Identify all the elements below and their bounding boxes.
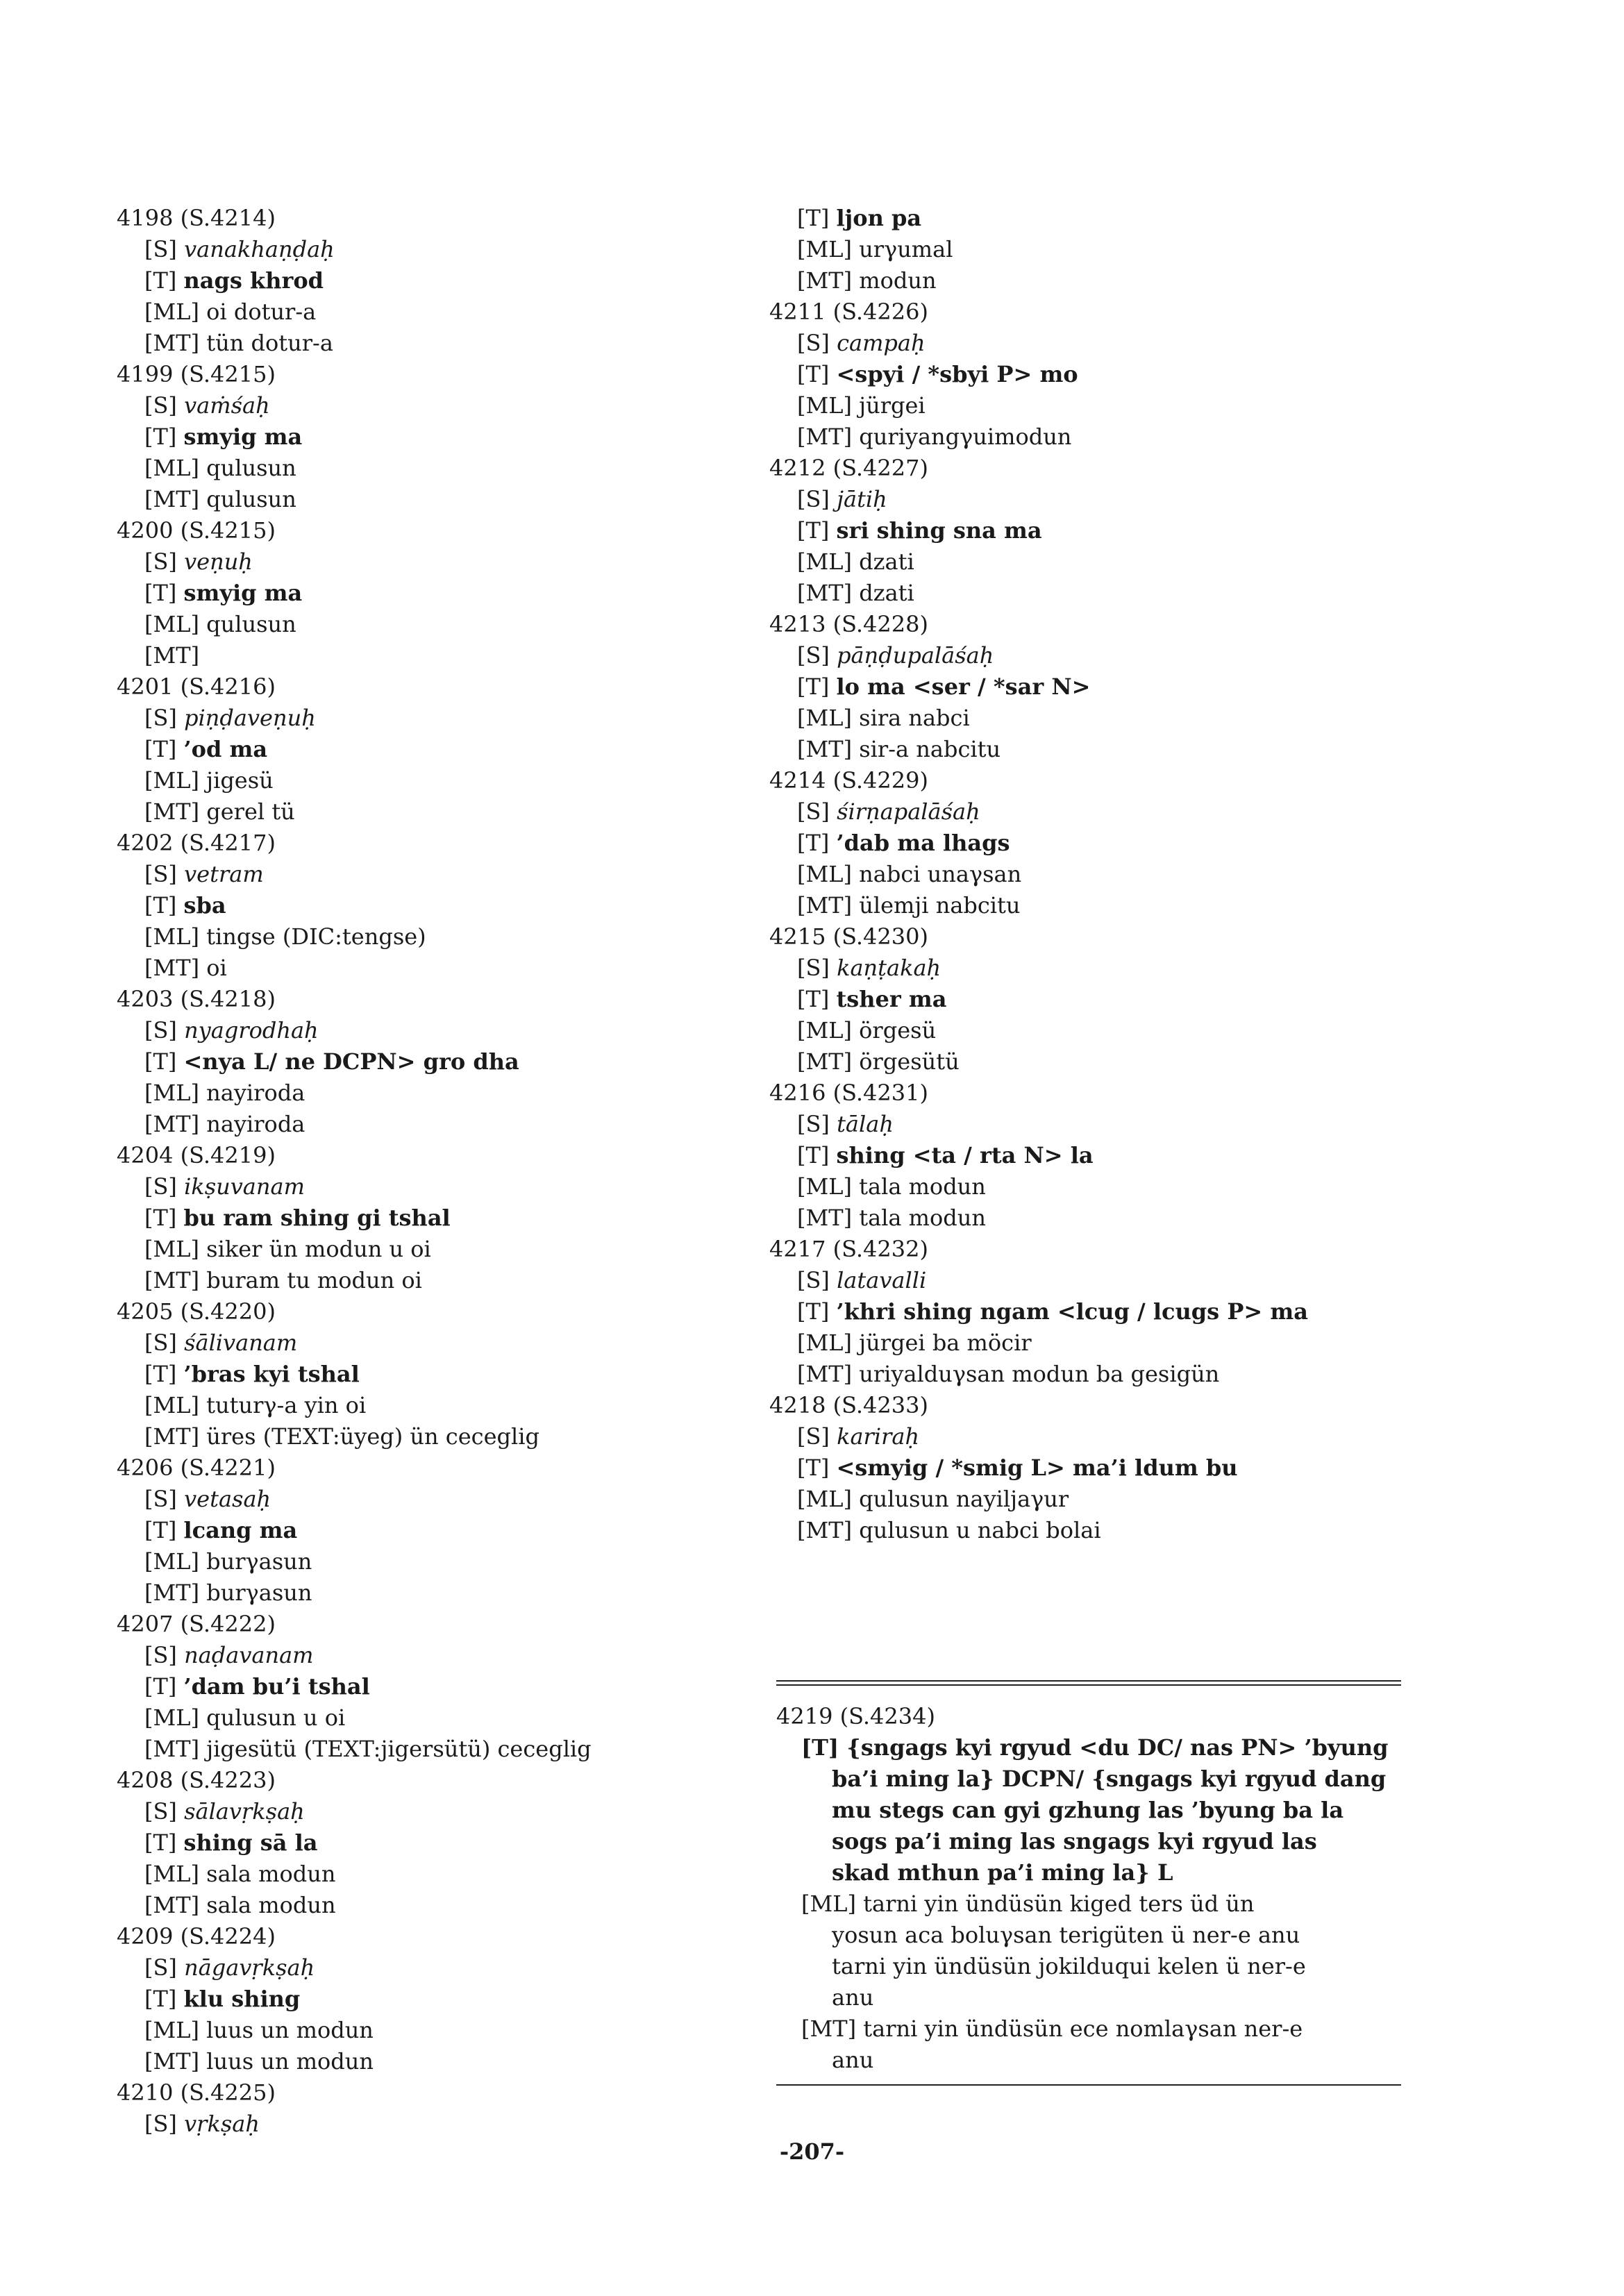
entry-number: 4203 (S.4218) [117, 986, 276, 1012]
field-t-line [117, 1515, 742, 1546]
entry-number: 4201 (S.4216) [117, 673, 276, 700]
field-s-line [769, 328, 1436, 359]
field-t-line [117, 1046, 742, 1078]
field-mt-line [769, 1203, 1436, 1234]
field-mt-text: nayiroda [206, 1111, 305, 1137]
field-t-line [769, 1140, 1436, 1171]
field-mt-text: burγasun [206, 1579, 312, 1606]
field-mt-line [117, 328, 742, 359]
field-t-line [117, 1203, 742, 1234]
field-ml-line [117, 765, 742, 796]
field-label: [ML] [144, 767, 199, 794]
field-label: [MT] [797, 1205, 853, 1231]
field-ml-line [117, 296, 742, 328]
field-ml-line [769, 1015, 1436, 1046]
field-label: [T] [144, 267, 177, 294]
field-s-line [769, 640, 1436, 671]
field-t-text: shing <ta / rta N> la [836, 1142, 1094, 1168]
field-s-text: vetram [184, 861, 264, 887]
field-s-text: sālavṛkṣaḥ [184, 1798, 305, 1825]
entry-number: 4207 (S.4222) [117, 1611, 276, 1637]
entry-number: 4215 (S.4230) [769, 923, 928, 950]
field-s-line [117, 1015, 742, 1046]
field-mt-line [117, 953, 742, 984]
field-t-line [117, 1827, 742, 1859]
field-t-line [117, 265, 742, 296]
field-label: [MT] [144, 1736, 200, 1762]
field-t-line [117, 421, 742, 453]
field-ml-text: siker ün modun u oi [206, 1236, 431, 1262]
field-s-text: veṇuḥ [184, 548, 253, 575]
field-label: [ML] [797, 1173, 852, 1200]
field-label: [ML] [797, 1330, 852, 1356]
field-mt-text: sir-a nabcitu [859, 736, 1001, 762]
field-t-line [117, 1984, 742, 2015]
field-label: [ML] [797, 1017, 852, 1044]
field-mt-line [117, 1421, 742, 1452]
field-label: [T] [797, 517, 830, 544]
field-mt-text: üres (TEXT:üyeg) ün ceceglig [206, 1423, 539, 1450]
top-double-rule [776, 1680, 1401, 1684]
field-ml-text: jigesü [206, 767, 274, 794]
field-t-line [117, 734, 742, 765]
field-mt-line [769, 734, 1436, 765]
field-label: [ML] [797, 705, 852, 731]
entry-number: 4217 (S.4232) [769, 1236, 928, 1262]
field-label: [MT] [144, 1423, 200, 1450]
entry-number: 4199 (S.4215) [117, 361, 276, 387]
field-label: [T] [144, 1829, 177, 1856]
field-t-text: lo ma <ser / *sar N> [836, 673, 1091, 700]
entry-number: 4212 (S.4227) [769, 455, 928, 481]
field-s-text: śirṇapalāśaḥ [837, 798, 980, 825]
field-mt-text: jigesütü (TEXT:jigersütü) ceceglig [206, 1736, 592, 1762]
field-label: [MT] [144, 1111, 200, 1137]
field-t-text: <spyi / *sbyi P> mo [836, 361, 1078, 387]
field-label: [ML] [797, 548, 852, 575]
special-entry-body [776, 1732, 1401, 2076]
entry-number: 4205 (S.4220) [117, 1298, 276, 1325]
field-mt-line [769, 421, 1436, 453]
field-ml-text: sira nabci [859, 705, 970, 731]
field-label: [ML] [144, 1392, 199, 1418]
field-ml-text: qulusun u oi [206, 1704, 346, 1731]
field-ml-line [117, 1702, 742, 1734]
field-t-text: smyig ma [183, 580, 303, 606]
field-label: [ML] [144, 455, 199, 481]
field-t-line [769, 515, 1436, 546]
field-ml-line [117, 609, 742, 640]
field-s-line [117, 703, 742, 734]
field-label: [MT] [797, 580, 853, 606]
field-label: [MT] [144, 798, 200, 825]
field-label: [MT] [144, 955, 200, 981]
field-t-line [117, 578, 742, 609]
field-label: [S] [797, 1111, 830, 1137]
special-mt-line: [MT] tarni yin ündüsün ece nomlaγsan ner-e [801, 2016, 1303, 2042]
right-column [769, 203, 1436, 1546]
field-t-text: <nya L/ ne DCPN> gro dha [183, 1048, 519, 1075]
field-label: [S] [144, 1954, 177, 1981]
field-mt-text: gerel tü [206, 798, 295, 825]
field-label: [S] [797, 1423, 830, 1450]
field-label: [MT] [797, 1361, 853, 1387]
field-s-line [117, 1796, 742, 1827]
field-label: [S] [144, 392, 177, 419]
field-ml-line [117, 1546, 742, 1577]
field-ml-text: jürgei ba möcir [859, 1330, 1032, 1356]
field-label: [S] [144, 2111, 177, 2137]
field-mt-text: oi [206, 955, 227, 981]
field-label: [MT] [144, 1267, 200, 1293]
entry-number: 4218 (S.4233) [769, 1392, 928, 1418]
field-mt-text: modun [859, 267, 937, 294]
field-s-text: latavalli [837, 1267, 927, 1293]
field-ml-text: luus un modun [206, 2017, 374, 2043]
field-label: [T] [144, 1205, 177, 1231]
field-mt-line [769, 1046, 1436, 1078]
field-label: [ML] [144, 2017, 199, 2043]
field-label: [MT] [797, 424, 853, 450]
entry-number: 4209 (S.4224) [117, 1923, 276, 1950]
entry-number: 4208 (S.4223) [117, 1767, 276, 1793]
field-s-line [117, 234, 742, 265]
field-mt-line [117, 484, 742, 515]
bottom-rule [776, 2084, 1401, 2086]
field-mt-text: tala modun [859, 1205, 986, 1231]
field-s-line [769, 1421, 1436, 1452]
field-s-line [117, 390, 742, 421]
field-mt-text: qulusun u nabci bolai [859, 1517, 1101, 1543]
field-t-text: ’bras kyi tshal [183, 1361, 360, 1387]
field-s-line [117, 1171, 742, 1203]
field-s-text: vanakhaṇḍaḥ [184, 236, 335, 262]
field-t-line [769, 984, 1436, 1015]
field-t-text: lcang ma [183, 1517, 298, 1543]
field-label: [S] [144, 1330, 177, 1356]
field-label: [S] [144, 236, 177, 262]
field-label: [T] [797, 361, 830, 387]
field-t-text: ’dam bu’i tshal [183, 1673, 370, 1700]
field-label: [T] [144, 1361, 177, 1387]
field-label: [S] [797, 486, 830, 512]
field-s-line [117, 859, 742, 890]
field-mt-line [117, 1265, 742, 1296]
special-entry-block [776, 1680, 1401, 2086]
field-label: [MT] [797, 1517, 853, 1543]
field-t-text: bu ram shing gi tshal [183, 1205, 451, 1231]
field-label: [ML] [144, 299, 199, 325]
field-label: [S] [797, 642, 830, 669]
field-label: [T] [797, 1455, 830, 1481]
field-label: [S] [144, 1798, 177, 1825]
field-mt-text: quriyangγuimodun [859, 424, 1072, 450]
field-label: [MT] [144, 330, 200, 356]
field-label: [ML] [144, 1236, 199, 1262]
field-ml-text: qulusun [206, 611, 296, 637]
field-s-text: kaṇṭakaḥ [837, 955, 941, 981]
special-t-line: [T] {sngags kyi rgyud <du DC/ nas PN> ’byung [801, 1734, 1389, 1761]
field-label: [T] [797, 830, 830, 856]
field-label: [ML] [797, 1486, 852, 1512]
field-label: [ML] [144, 611, 199, 637]
field-t-text: ljon pa [836, 205, 922, 231]
field-label: [T] [144, 1048, 177, 1075]
field-t-text: shing sā la [183, 1829, 318, 1856]
field-label: [S] [144, 705, 177, 731]
entry-number: 4202 (S.4217) [117, 830, 276, 856]
field-t-text: smyig ma [183, 424, 303, 450]
field-s-text: nyagrodhaḥ [184, 1017, 319, 1044]
special-ml-line: tarni yin ündüsün jokilduqui kelen ü ner-e [832, 1953, 1306, 1979]
field-s-line [769, 1109, 1436, 1140]
field-label: [S] [144, 861, 177, 887]
field-ml-text: burγasun [206, 1548, 312, 1575]
field-label: [ML] [797, 392, 852, 419]
field-label: [MT] [144, 2048, 200, 2075]
field-label: [ML] [144, 1861, 199, 1887]
field-label: [S] [797, 330, 830, 356]
field-mt-line [117, 1734, 742, 1765]
field-label: [ML] [144, 1080, 199, 1106]
field-label: [T] [797, 986, 830, 1012]
field-s-text: vṛkṣaḥ [184, 2111, 260, 2137]
field-mt-text: tün dotur-a [206, 330, 333, 356]
field-t-text: sri shing sna ma [836, 517, 1042, 544]
field-s-line [117, 2109, 742, 2140]
field-t-line [769, 828, 1436, 859]
field-ml-text: jürgei [859, 392, 926, 419]
field-mt-line [769, 1515, 1436, 1546]
field-label: [ML] [797, 861, 852, 887]
field-s-text: vetasaḥ [184, 1486, 271, 1512]
special-t-line: skad mthun pa’i ming la} L [832, 1859, 1173, 1886]
field-t-line [769, 671, 1436, 703]
field-mt-line [769, 265, 1436, 296]
special-t-line: mu stegs can gyi gzhung las ’byung ba la [832, 1797, 1344, 1823]
field-ml-text: oi dotur-a [206, 299, 317, 325]
field-mt-text: uriyalduγsan modun ba gesigün [859, 1361, 1220, 1387]
field-label: [ML] [144, 1704, 199, 1731]
field-t-line [769, 203, 1436, 234]
field-ml-text: dzati [859, 548, 914, 575]
entry-number: 4211 (S.4226) [769, 299, 928, 325]
field-ml-line [117, 1390, 742, 1421]
page-number: -207- [779, 2138, 845, 2165]
field-mt-text: ülemji nabcitu [859, 892, 1021, 919]
entry-number: 4214 (S.4229) [769, 767, 928, 794]
entry-number: 4206 (S.4221) [117, 1455, 276, 1481]
field-ml-line [769, 1484, 1436, 1515]
field-label: [S] [144, 1486, 177, 1512]
field-mt-text: örgesütü [859, 1048, 960, 1075]
field-label: [S] [144, 1017, 177, 1044]
field-ml-text: urγumal [859, 236, 953, 262]
special-mt-line: anu [832, 2047, 874, 2073]
entry-number: 4219 (S.4234) [776, 1703, 935, 1729]
field-s-text: pāṇḍupalāśaḥ [837, 642, 994, 669]
field-mt-text: qulusun [206, 486, 296, 512]
field-t-line [769, 1452, 1436, 1484]
field-label: [T] [144, 1673, 177, 1700]
field-ml-line [769, 546, 1436, 578]
field-mt-line [117, 2046, 742, 2077]
field-ml-text: qulusun nayiljaγur [859, 1486, 1069, 1512]
field-t-text: <smyig / *smig L> ma’i ldum bu [836, 1455, 1238, 1481]
field-s-text: vaṁśaḥ [184, 392, 270, 419]
field-s-text: tālaḥ [837, 1111, 894, 1137]
field-ml-line [769, 703, 1436, 734]
field-t-text: tsher ma [836, 986, 947, 1012]
field-ml-line [117, 921, 742, 953]
field-label: [S] [797, 798, 830, 825]
left-column [117, 203, 742, 2140]
field-label: [MT] [797, 736, 853, 762]
field-label: [T] [144, 580, 177, 606]
field-label: [MT] [797, 267, 853, 294]
field-s-text: nāgavṛkṣaḥ [184, 1954, 315, 1981]
field-ml-line [117, 2015, 742, 2046]
field-t-line [117, 890, 742, 921]
field-label: [S] [797, 955, 830, 981]
field-label: [S] [144, 548, 177, 575]
entry-number: 4198 (S.4214) [117, 205, 276, 231]
field-ml-text: tuturγ-a yin oi [206, 1392, 367, 1418]
field-mt-text: sala modun [206, 1892, 336, 1918]
field-label: [MT] [797, 1048, 853, 1075]
field-t-text: nags khrod [183, 267, 324, 294]
entry-number: 4210 (S.4225) [117, 2079, 276, 2106]
field-label: [ML] [144, 923, 199, 950]
field-label: [MT] [797, 892, 853, 919]
field-mt-line [117, 1577, 742, 1609]
field-label: [ML] [144, 1548, 199, 1575]
field-ml-line [769, 1171, 1436, 1203]
field-ml-text: sala modun [206, 1861, 336, 1887]
entry-number: 4213 (S.4228) [769, 611, 928, 637]
field-t-text: ’od ma [183, 736, 268, 762]
field-label: [T] [144, 736, 177, 762]
field-label: [ML] [797, 236, 852, 262]
field-ml-line [117, 453, 742, 484]
field-label: [S] [144, 1642, 177, 1668]
special-ml-line: [ML] tarni yin ündüsün kiged ters üd ün [801, 1891, 1255, 1917]
field-t-text: klu shing [183, 1986, 301, 2012]
special-ml-line: yosun aca boluγsan terigüten ü ner-e anu [832, 1922, 1300, 1948]
field-label: [T] [797, 673, 830, 700]
field-t-line [769, 359, 1436, 390]
field-label: [T] [144, 1517, 177, 1543]
field-mt-text: buram tu modun oi [206, 1267, 422, 1293]
field-s-line [117, 1327, 742, 1359]
field-label: [S] [144, 1173, 177, 1200]
field-mt-line [769, 1359, 1436, 1390]
field-label: [T] [797, 205, 830, 231]
field-mt-line [117, 1109, 742, 1140]
field-ml-line [117, 1234, 742, 1265]
field-t-text: ’dab ma lhags [836, 830, 1010, 856]
field-s-line [117, 546, 742, 578]
entry-number: 4200 (S.4215) [117, 517, 276, 544]
field-label: [T] [144, 1986, 177, 2012]
field-mt-line [117, 796, 742, 828]
field-t-line [117, 1671, 742, 1702]
field-ml-text: nabci unaγsan [859, 861, 1022, 887]
field-s-line [769, 484, 1436, 515]
field-s-line [769, 953, 1436, 984]
special-ml-line: anu [832, 1984, 874, 2011]
field-ml-line [117, 1078, 742, 1109]
field-s-line [117, 1952, 742, 1984]
field-ml-text: nayiroda [206, 1080, 305, 1106]
field-t-text: sba [183, 892, 226, 919]
field-t-line [117, 1359, 742, 1390]
field-ml-line [769, 390, 1436, 421]
field-ml-text: tala modun [859, 1173, 986, 1200]
field-s-text: kariraḥ [837, 1423, 920, 1450]
field-s-text: jātiḥ [837, 486, 887, 512]
field-mt-text: dzati [859, 580, 914, 606]
field-mt-text: luus un modun [206, 2048, 374, 2075]
field-s-text: piṇḍaveṇuḥ [184, 705, 316, 731]
field-s-text: campaḥ [837, 330, 926, 356]
entry-number: 4216 (S.4231) [769, 1080, 928, 1106]
field-ml-text: örgesü [859, 1017, 937, 1044]
field-s-line [769, 796, 1436, 828]
field-mt-line [769, 890, 1436, 921]
field-s-line [117, 1640, 742, 1671]
field-mt-line [117, 1890, 742, 1921]
field-s-text: naḍavanam [184, 1642, 314, 1668]
special-t-line: sogs pa’i ming las sngags kyi rgyud las [832, 1828, 1317, 1854]
field-label: [T] [144, 424, 177, 450]
field-label: [T] [797, 1142, 830, 1168]
field-label: [T] [797, 1298, 830, 1325]
field-s-text: ikṣuvanam [184, 1173, 305, 1200]
field-ml-line [769, 859, 1436, 890]
entry-number: 4204 (S.4219) [117, 1142, 276, 1168]
field-t-text: ’khri shing ngam <lcug / lcugs P> ma [836, 1298, 1308, 1325]
field-s-line [117, 1484, 742, 1515]
field-ml-text: tingse (DIC:tengse) [206, 923, 426, 950]
field-label: [S] [797, 1267, 830, 1293]
field-label: [T] [144, 892, 177, 919]
field-s-line [769, 1265, 1436, 1296]
special-t-line: ba’i ming la} DCPN/ {sngags kyi rgyud dang [832, 1766, 1387, 1792]
field-mt-line [769, 578, 1436, 609]
field-s-text: śālivanam [184, 1330, 298, 1356]
field-ml-text: qulusun [206, 455, 296, 481]
field-ml-line [117, 1859, 742, 1890]
field-ml-line [769, 234, 1436, 265]
field-label: [MT] [144, 1579, 200, 1606]
field-label: [MT] [144, 642, 200, 669]
field-t-line [769, 1296, 1436, 1327]
field-label: [MT] [144, 1892, 200, 1918]
field-ml-line [769, 1327, 1436, 1359]
field-mt-line [117, 640, 742, 671]
field-label: [MT] [144, 486, 200, 512]
